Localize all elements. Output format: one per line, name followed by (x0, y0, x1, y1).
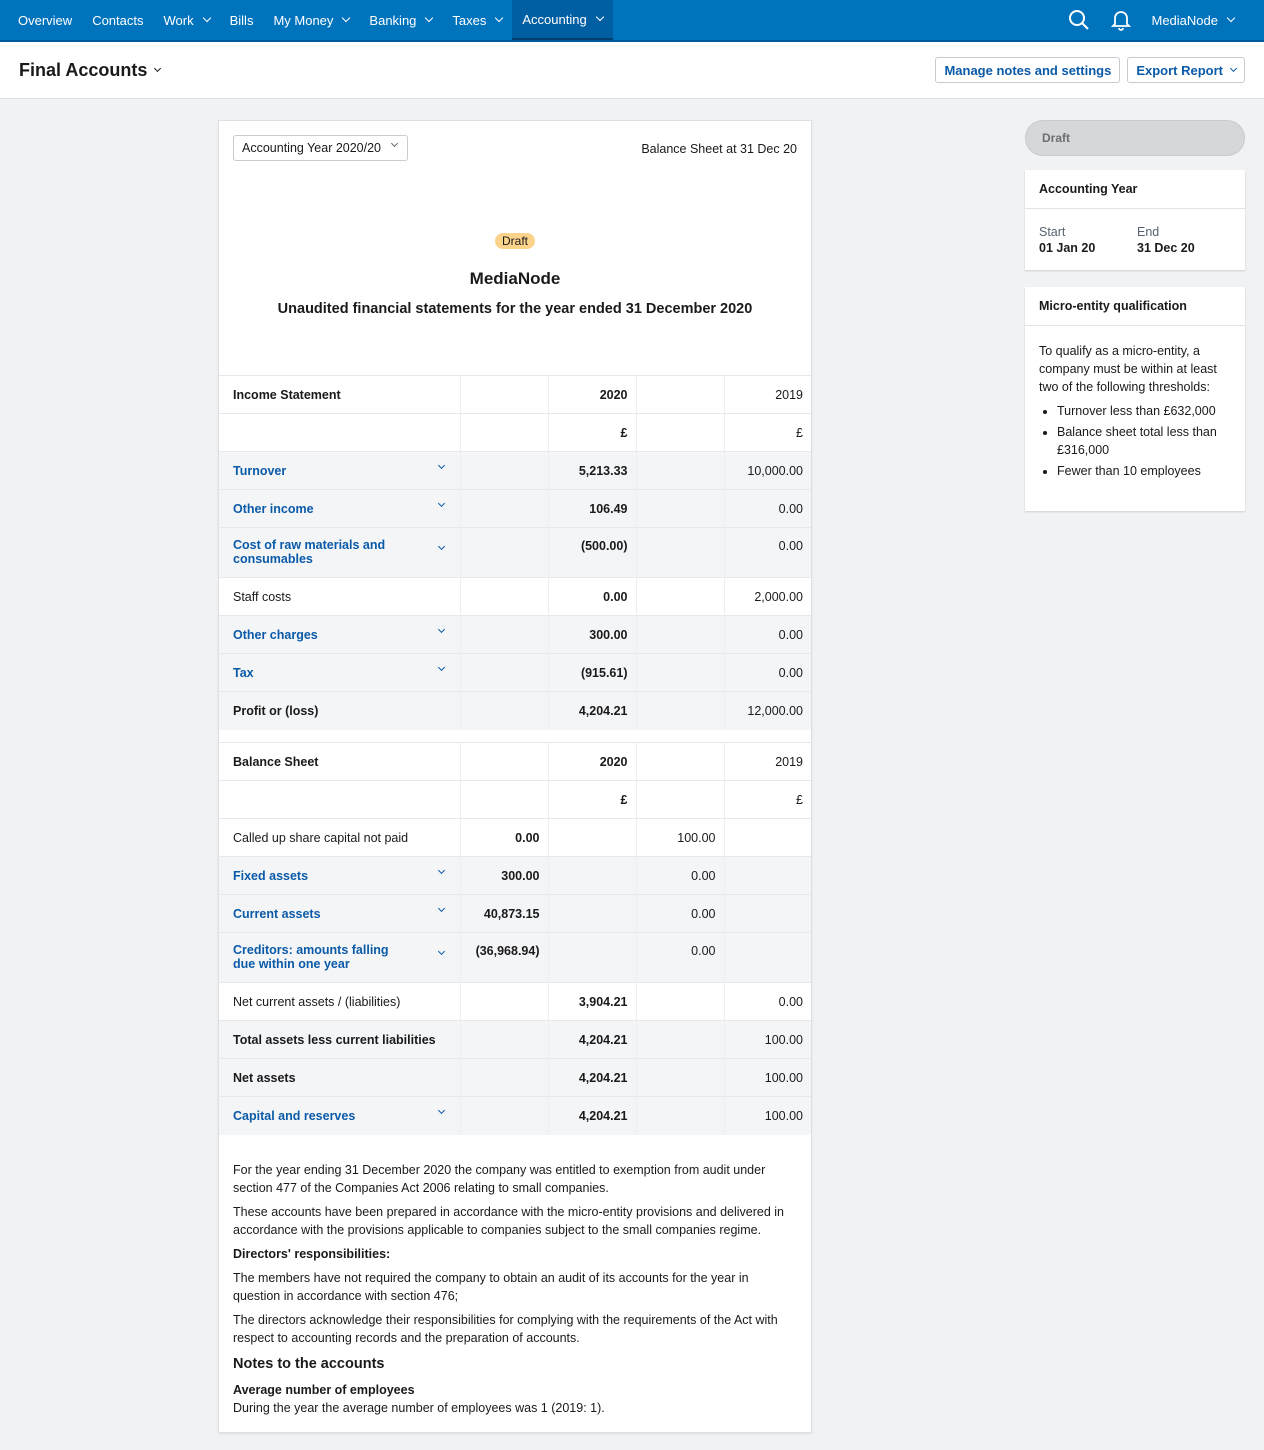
table-row (219, 692, 811, 730)
value-cell: £ (724, 781, 811, 819)
nav-label: Taxes (452, 12, 487, 28)
value-cell: 2019 (724, 376, 811, 414)
row-label-cell (219, 933, 460, 983)
value-cell (460, 692, 548, 730)
value-cell (548, 933, 636, 983)
row-link[interactable]: Other income (233, 501, 314, 516)
table-row[interactable] (219, 1097, 811, 1135)
search-icon[interactable] (1058, 9, 1100, 31)
notes-heading: Notes to the accounts (233, 1356, 385, 1372)
row-label: Income Statement (233, 387, 341, 402)
value-cell: 12,000.00 (724, 692, 811, 730)
value-cell: (36,968.94) (460, 933, 548, 983)
chevron-down-icon (391, 140, 398, 147)
row-label-cell (219, 1021, 460, 1059)
value-cell: 2019 (724, 743, 811, 781)
notes-section (233, 1161, 791, 1417)
micro-entity-text: To qualify as a micro-entity, a company must be within at least two of the following thresholds: (1039, 344, 1217, 394)
nav-label: Overview (18, 12, 73, 28)
table-row[interactable] (219, 452, 811, 490)
nav-my-money[interactable] (263, 0, 359, 40)
report-subtitle: Unaudited financial statements for the year ended 31 December 2020 (277, 301, 753, 317)
nav-work[interactable] (154, 0, 220, 40)
chevron-down-icon (425, 14, 433, 22)
row-label-cell (219, 654, 460, 692)
row-label: Called up share capital not paid (233, 830, 409, 845)
value-cell: 2020 (548, 376, 636, 414)
directors-heading: Directors' responsibilities: (233, 1247, 391, 1261)
table-row (219, 1021, 811, 1059)
row-link[interactable]: Fixed assets (233, 868, 309, 883)
micro-entity-title: Micro-entity qualification (1025, 287, 1245, 326)
value-cell: 0.00 (636, 857, 724, 895)
chevron-down-icon[interactable] (437, 948, 444, 955)
chevron-down-icon[interactable] (437, 626, 444, 633)
value-cell (460, 414, 548, 452)
value-cell (636, 743, 724, 781)
value-cell (460, 1097, 548, 1135)
chevron-down-icon (154, 64, 161, 71)
value-cell (636, 528, 724, 578)
nav-label: Work (163, 12, 194, 28)
account-menu[interactable] (1142, 13, 1245, 28)
row-label-cell (219, 781, 460, 819)
value-cell: (915.61) (548, 654, 636, 692)
value-cell: 2020 (548, 743, 636, 781)
table-row[interactable] (219, 857, 811, 895)
row-label-cell (219, 528, 460, 578)
value-cell (636, 578, 724, 616)
row-link[interactable]: Current assets (233, 906, 321, 921)
value-cell (460, 781, 548, 819)
nav-taxes[interactable] (442, 0, 512, 40)
value-cell: £ (724, 414, 811, 452)
end-date: 31 Dec 20 (1137, 241, 1195, 255)
row-label-cell (219, 983, 460, 1021)
row-label-cell (219, 452, 460, 490)
value-cell: 0.00 (724, 983, 811, 1021)
employees-heading: Average number of employees (233, 1383, 415, 1397)
value-cell: 0.00 (724, 616, 811, 654)
bell-icon[interactable] (1100, 9, 1142, 31)
micro-entity-card (1025, 287, 1245, 511)
company-name: MediaNode (469, 269, 561, 288)
employees-text: During the year the average number of employees was 1 (2019: 1). (233, 1401, 605, 1415)
table-row[interactable] (219, 895, 811, 933)
value-cell (460, 452, 548, 490)
nav-label: My Money (273, 12, 334, 28)
value-cell: 100.00 (724, 1021, 811, 1059)
value-cell: 4,204.21 (548, 1097, 636, 1135)
nav-label: Contacts (92, 12, 144, 28)
table-row[interactable] (219, 616, 811, 654)
row-label: Net assets (233, 1070, 296, 1085)
row-label: Balance Sheet (233, 754, 319, 769)
manage-notes-button[interactable]: Manage notes and settings (935, 57, 1120, 83)
chevron-down-icon[interactable] (437, 905, 444, 912)
row-link[interactable]: Capital and reserves (233, 1108, 356, 1123)
directors-ack-text: The directors acknowledge their responsibilities for complying with the requirements of the Act with respect to accounting records and the preparation of accounts. (233, 1313, 778, 1345)
threshold-item: • Balance sheet total less than £316,000 (1057, 423, 1231, 459)
value-cell (460, 1021, 548, 1059)
value-cell (636, 452, 724, 490)
chevron-down-icon[interactable] (437, 664, 444, 671)
row-link[interactable]: Tax (233, 665, 254, 680)
chevron-down-icon[interactable] (437, 500, 444, 507)
table-row (219, 578, 811, 616)
chevron-down-icon[interactable] (437, 1107, 444, 1114)
value-cell: 0.00 (636, 933, 724, 983)
table-row[interactable] (219, 654, 811, 692)
value-cell: 0.00 (724, 654, 811, 692)
value-cell (636, 654, 724, 692)
start-label: Start (1039, 225, 1066, 239)
value-cell: 2,000.00 (724, 578, 811, 616)
row-label-cell (219, 743, 460, 781)
row-label: Staff costs (233, 589, 292, 604)
threshold-item: • Turnover less than £632,000 (1057, 402, 1231, 420)
row-label: Total assets less current liabilities (233, 1032, 436, 1047)
chevron-down-icon (595, 13, 603, 21)
value-cell (460, 654, 548, 692)
threshold-item: • Fewer than 10 employees (1057, 462, 1231, 480)
nav-overview[interactable] (8, 0, 82, 40)
audit-requirement-text: The members have not required the company to obtain an audit of its accounts for the year in question in accordance with section 476; (233, 1271, 749, 1303)
income-statement-table (219, 375, 811, 730)
value-cell (460, 578, 548, 616)
value-cell (460, 616, 548, 654)
table-row[interactable] (219, 933, 811, 983)
table-row (219, 743, 811, 781)
value-cell: 100.00 (636, 819, 724, 857)
value-cell (460, 528, 548, 578)
row-label-cell (219, 490, 460, 528)
table-row[interactable] (219, 490, 811, 528)
accounting-year-select[interactable] (233, 135, 408, 161)
nav-contacts[interactable] (82, 0, 153, 40)
row-label-cell (219, 1059, 460, 1097)
value-cell: 300.00 (460, 857, 548, 895)
status-pill: Draft (1025, 120, 1245, 156)
table-row (219, 983, 811, 1021)
value-cell (636, 1097, 724, 1135)
value-cell: 5,213.33 (548, 452, 636, 490)
page-header (0, 42, 1264, 99)
value-cell (724, 857, 811, 895)
row-label: Net current assets / (liabilities) (233, 994, 401, 1009)
nav-accounting[interactable] (512, 0, 612, 40)
audit-exemption-text: For the year ending 31 December 2020 the company was entitled to exemption from audit under section 477 of the Companies Act 2006 relating to small companies. (233, 1163, 766, 1195)
accounting-year-value: Accounting Year 2020/20 (242, 141, 382, 155)
row-label-cell (219, 376, 460, 414)
end-label: End (1137, 225, 1160, 239)
chevron-down-icon (1230, 64, 1237, 71)
value-cell: 300.00 (548, 616, 636, 654)
export-report-button[interactable] (1127, 57, 1245, 83)
value-cell: (500.00) (548, 528, 636, 578)
table-row (219, 376, 811, 414)
accounting-year-title: Accounting Year (1025, 170, 1245, 209)
row-label-cell (219, 616, 460, 654)
page-title-text: Final Accounts (19, 59, 148, 80)
value-cell (636, 414, 724, 452)
top-nav (0, 0, 1264, 42)
value-cell (636, 490, 724, 528)
value-cell: 106.49 (548, 490, 636, 528)
value-cell: 0.00 (724, 490, 811, 528)
chevron-down-icon[interactable] (437, 867, 444, 874)
value-cell (724, 933, 811, 983)
chevron-down-icon (202, 14, 210, 22)
value-cell (636, 616, 724, 654)
value-cell (636, 1021, 724, 1059)
value-cell (460, 1059, 548, 1097)
nav-bills[interactable] (220, 0, 264, 40)
value-cell: £ (548, 781, 636, 819)
value-cell: 100.00 (724, 1059, 811, 1097)
value-cell (548, 857, 636, 895)
table-row (219, 781, 811, 819)
table-row (219, 1059, 811, 1097)
chevron-down-icon (495, 14, 503, 22)
value-cell (636, 781, 724, 819)
start-date: 01 Jan 20 (1039, 241, 1096, 255)
value-cell: 0.00 (724, 528, 811, 578)
chevron-down-icon (1227, 14, 1235, 22)
value-cell: 10,000.00 (724, 452, 811, 490)
row-label-cell (219, 1097, 460, 1135)
row-link[interactable]: Other charges (233, 627, 318, 642)
value-cell: 0.00 (460, 819, 548, 857)
micro-entity-text: These accounts have been prepared in accordance with the micro-entity provisions and delivered in accordance with the provisions applicable to companies subject to the small companies regime. (233, 1205, 785, 1237)
value-cell (548, 819, 636, 857)
value-cell: 100.00 (724, 1097, 811, 1135)
value-cell: 0.00 (636, 895, 724, 933)
value-cell (636, 983, 724, 1021)
accounting-year-card (1025, 170, 1245, 270)
account-name: MediaNode (1151, 12, 1218, 28)
row-label-cell (219, 895, 460, 933)
chevron-down-icon[interactable] (437, 462, 444, 469)
value-cell (460, 983, 548, 1021)
value-cell: 4,204.21 (548, 1059, 636, 1097)
row-label: Profit or (loss) (233, 703, 319, 718)
value-cell (636, 1059, 724, 1097)
value-cell: 3,904.21 (548, 983, 636, 1021)
row-link[interactable]: Cost of raw materials and consumables (233, 538, 386, 566)
row-label-cell (219, 414, 460, 452)
value-cell (548, 895, 636, 933)
value-cell (724, 895, 811, 933)
row-label-cell (219, 578, 460, 616)
row-link[interactable]: Turnover (233, 463, 287, 478)
balance-sheet-table (219, 742, 811, 1135)
nav-label: Bills (229, 12, 254, 28)
nav-label: Accounting (522, 11, 587, 27)
row-label-cell (219, 819, 460, 857)
value-cell: 0.00 (548, 578, 636, 616)
value-cell (460, 490, 548, 528)
value-cell (724, 819, 811, 857)
export-report-label: Export Report (1136, 62, 1223, 78)
table-row (219, 819, 811, 857)
balance-sheet-date: Balance Sheet at 31 Dec 20 (641, 142, 797, 156)
chevron-down-icon (342, 14, 350, 22)
value-cell (460, 743, 548, 781)
nav-banking[interactable] (359, 0, 442, 40)
chevron-down-icon[interactable] (437, 543, 444, 550)
value-cell (636, 692, 724, 730)
page-title[interactable] (19, 60, 160, 81)
nav-label: Banking (369, 12, 417, 28)
draft-badge: Draft (495, 233, 535, 249)
row-link[interactable]: Creditors: amounts falling due within one year (233, 943, 389, 971)
value-cell: 4,204.21 (548, 1021, 636, 1059)
row-label-cell (219, 692, 460, 730)
value-cell: 4,204.21 (548, 692, 636, 730)
value-cell (460, 376, 548, 414)
report-card (218, 120, 812, 1433)
row-label-cell (219, 857, 460, 895)
table-row[interactable] (219, 528, 811, 578)
value-cell: £ (548, 414, 636, 452)
table-row (219, 414, 811, 452)
value-cell (636, 376, 724, 414)
value-cell: 40,873.15 (460, 895, 548, 933)
